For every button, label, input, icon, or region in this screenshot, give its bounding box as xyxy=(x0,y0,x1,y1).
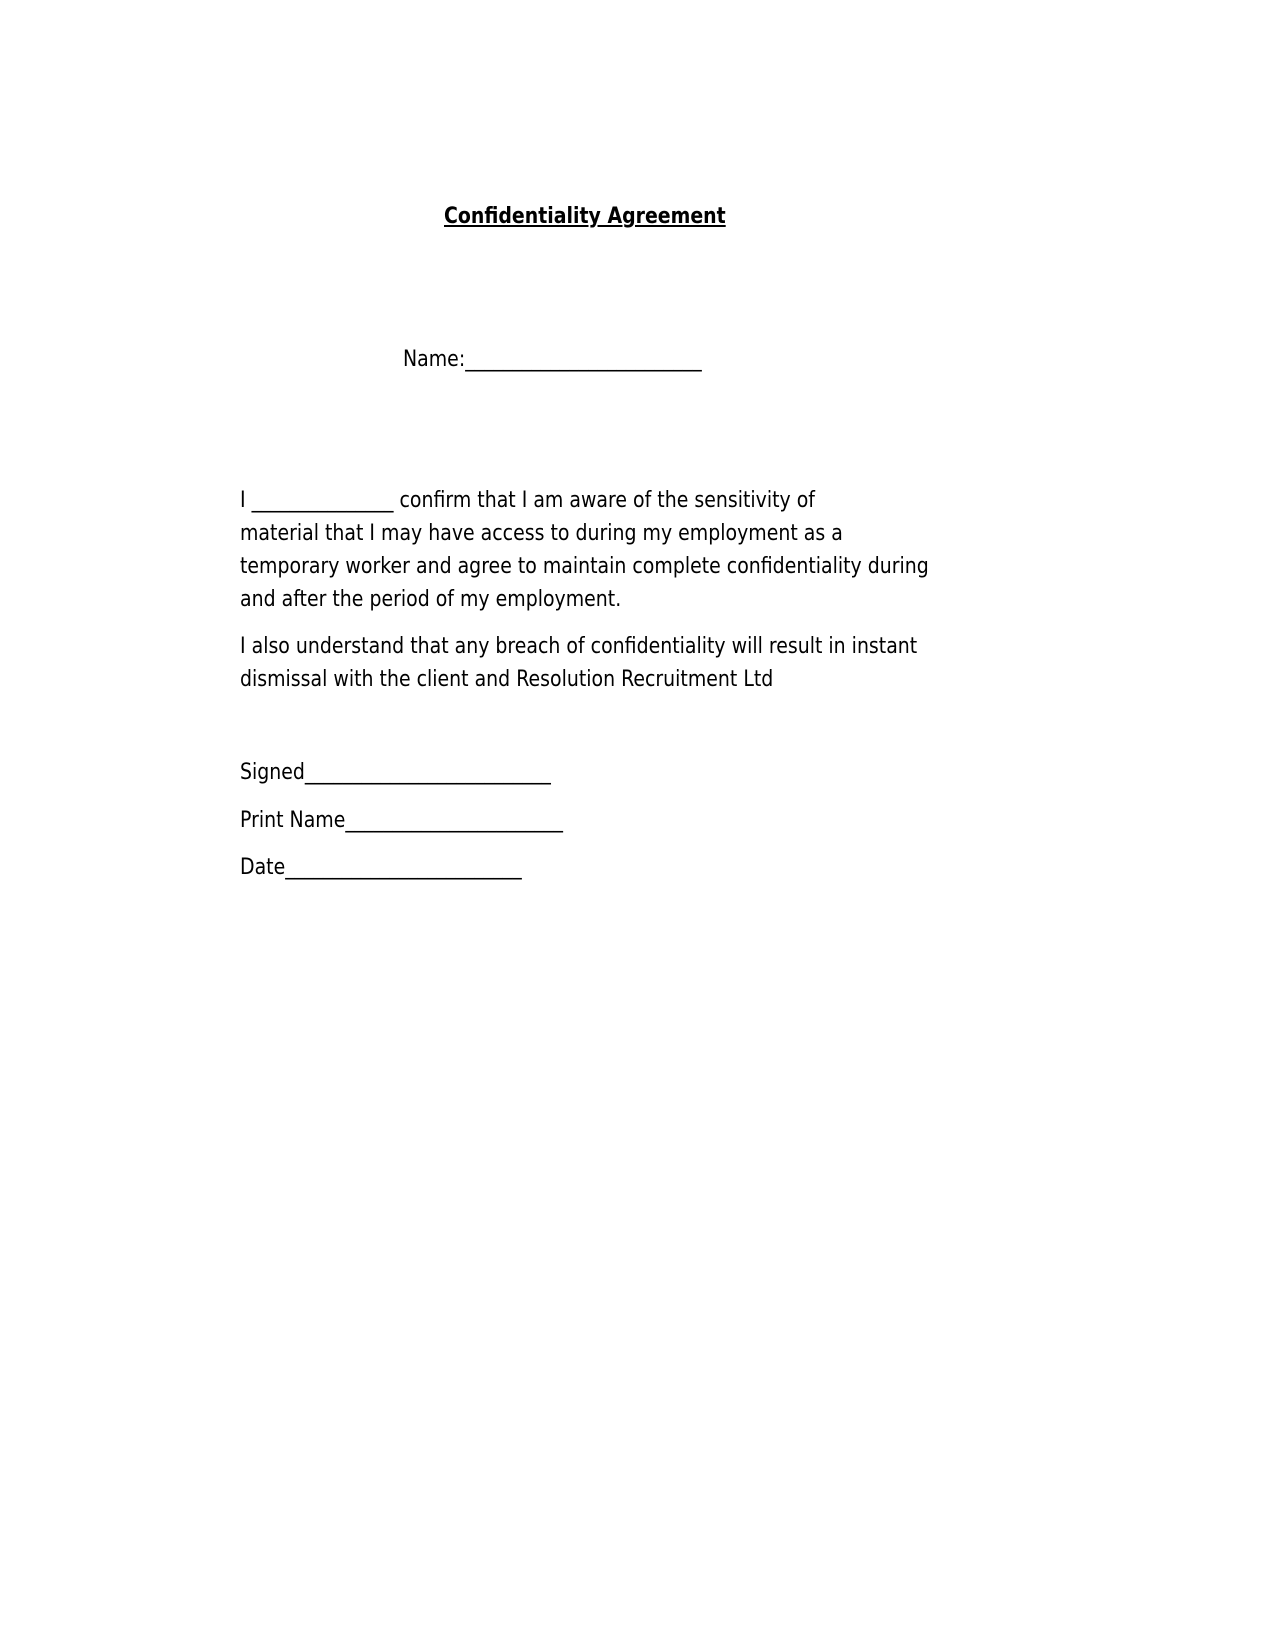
name-field[interactable]: Name:_________________________ xyxy=(403,347,702,372)
paragraph-2-line: I also understand that any breach of confidentiality will result in instant xyxy=(240,634,918,659)
paragraph-1-line: material that I may have access to during my employment as a xyxy=(240,521,843,546)
paragraph-1-line: temporary worker and agree to maintain complete confidentiality during xyxy=(240,554,929,579)
paragraph-1-line: I _______________ confirm that I am aware of the sensitivity of xyxy=(240,488,815,513)
document-title: Confidentiality Agreement xyxy=(444,204,726,229)
print-name-field[interactable]: Print Name_______________________ xyxy=(240,808,563,833)
date-field[interactable]: Date_________________________ xyxy=(240,855,522,880)
paragraph-1-line: and after the period of my employment. xyxy=(240,587,622,612)
paragraph-2-line: dismissal with the client and Resolution Recruitment Ltd xyxy=(240,667,774,692)
signed-field[interactable]: Signed__________________________ xyxy=(240,760,551,785)
